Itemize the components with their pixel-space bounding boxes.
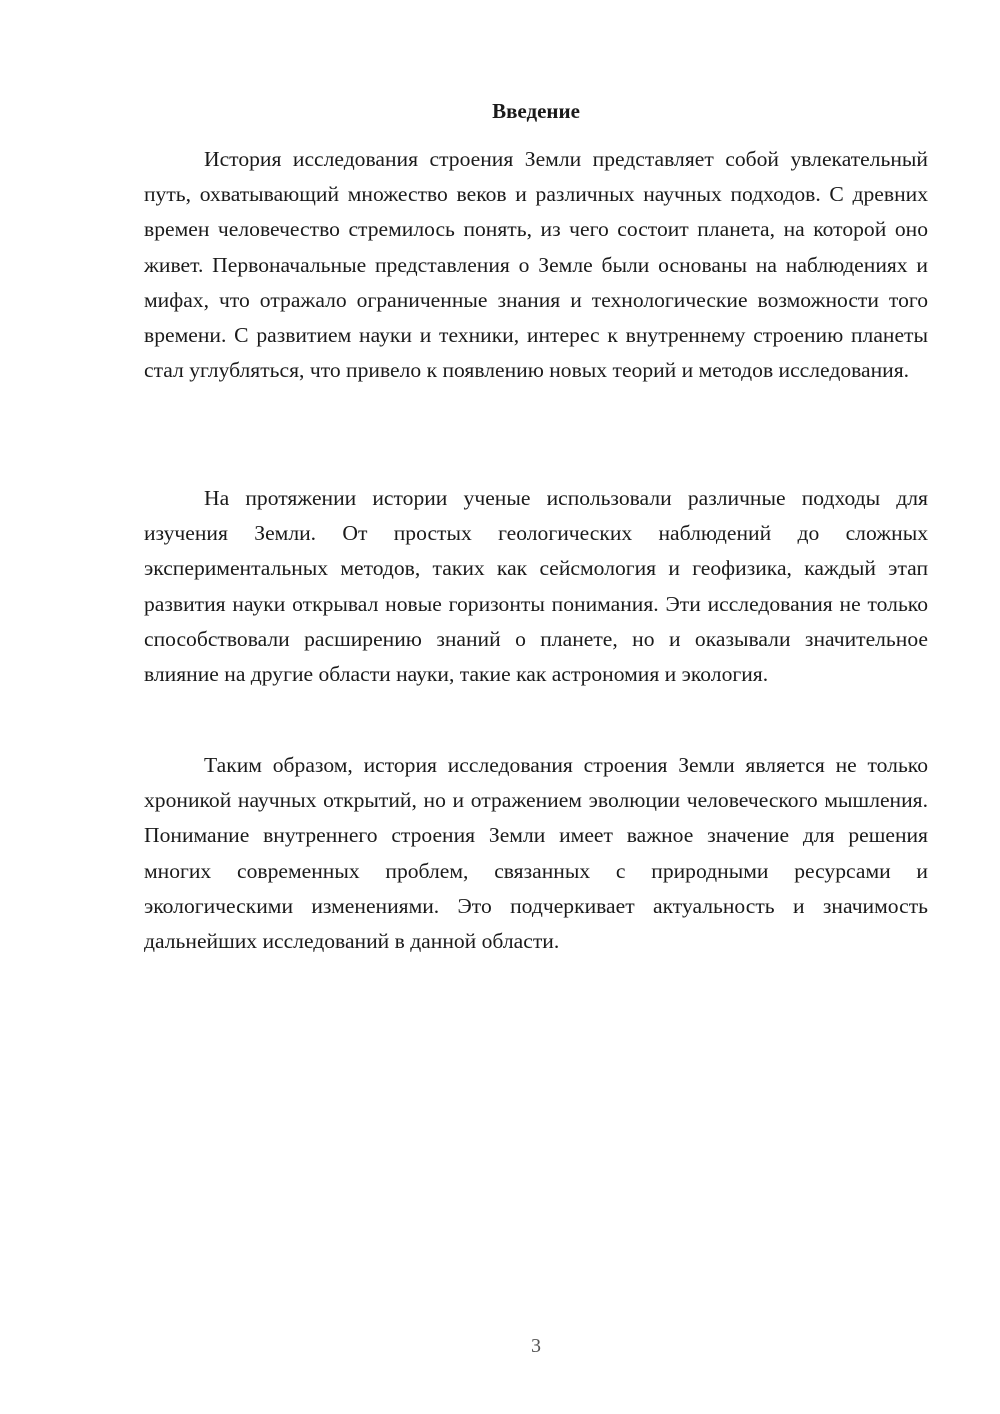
paragraph-2: На протяжении истории ученые использовали различные подходы для изучения Земли. От простых геологических наблюдений до сложных экспериментальных методов, таких как сейсмология и геофизика, каждый этап развития науки открывал новые горизонты понимания. Эти исследования не только способствовали расширению знаний о планете, но и оказывали значительное влияние на другие области науки, такие как астрономия и экология. <box>144 486 928 687</box>
paragraph-1: История исследования строения Земли представляет собой увлекательный путь, охватывающий множество веков и различных научных подходов. С древних времен человечество стремилось понять, из чего состоит планета, на которой оно живет. Первоначальные представления о Земле были основаны на наблюдениях и мифах, что отражало ограниченные знания и технологические возможности того времени. С развитием науки и техники, интерес к внутреннему строению планеты стал углубляться, что привело к появлению новых теорий и методов исследования. <box>144 147 928 383</box>
page-number: 3 <box>531 1335 541 1357</box>
paragraph-3: Таким образом, история исследования строения Земли является не только хроникой научных открытий, но и отражением эволюции человеческого мышления. Понимание внутреннего строения Земли имеет важное значение для решения многих современных проблем, связанных с природными ресурсами и экологическими изменениями. Это подчеркивает актуальность и значимость дальнейших исследований в данной области. <box>144 753 928 954</box>
section-heading: Введение <box>492 99 580 123</box>
